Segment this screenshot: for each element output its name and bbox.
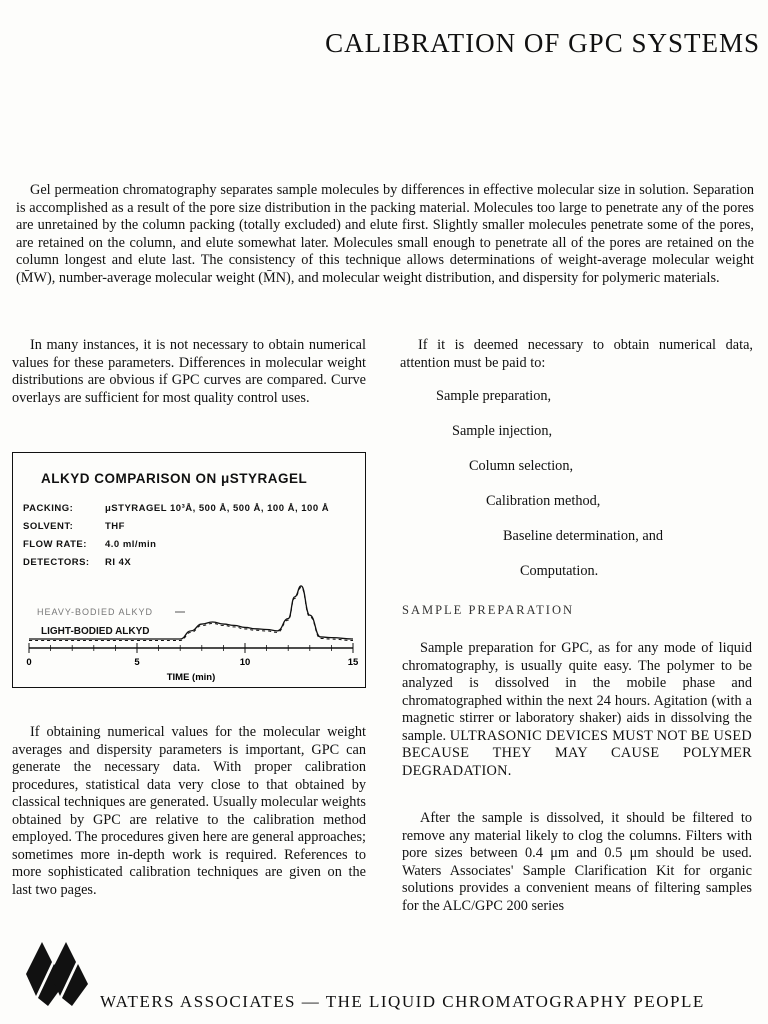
spec-value: μSTYRAGEL 10³Å, 500 Å, 500 Å, 100 Å, 100 Å xyxy=(105,503,330,514)
x-tick-label: 10 xyxy=(239,657,251,668)
page-title: CALIBRATION OF GPC SYSTEMS xyxy=(325,28,760,58)
spec-key: SOLVENT: xyxy=(23,521,74,532)
left-column-intro xyxy=(12,337,366,407)
legend-heavy: HEAVY-BODIED ALKYD xyxy=(37,607,154,617)
x-tick-label: 15 xyxy=(347,657,359,668)
alkyd-chart xyxy=(12,452,366,688)
footer-tagline: WATERS ASSOCIATES — THE LIQUID CHROMATOGRAPHY PEOPLE xyxy=(100,992,705,1011)
right-paragraph-1: If it is deemed necessary to obtain numerical data, attention must be paid to: xyxy=(400,337,753,371)
ultrasonic-warning: ULTRASONIC DEVICES MUST NOT BE USED BECAUSE THEY MAY CAUSE POLYMER DEGRADATION. xyxy=(402,727,752,779)
left-paragraph-2: If obtaining numerical values for the molecular weight averages and dispersity parameters is important, GPC can generate the necessary data. With proper calibration procedures, statistical data very close to that obtained by classical techniques are generated. Usually molecular weights obtained by GPC are relative to the calibration method employed. The procedures given here are general approaches; sometimes more in-depth work is required. References to more sophisticated calibration techniques are given on the last two pages. xyxy=(12,724,366,898)
left-paragraph-1: In many instances, it is not necessary to obtain numerical values for these parameters. Differences in molecular weight distributions are obvious if GPC curves are compared. Curve overlays are sufficient for most quality control uses. xyxy=(12,337,366,406)
chart-plot xyxy=(13,453,367,689)
intro-paragraph: Gel permeation chromatography separates sample molecules by differences in effective molecular size in solution. Separation is accomplished as a result of the pore size distribution in the packing material. Molecules too large to penetrate any of the pores are unretained by the column packing (totally excluded) and elute first. Slightly smaller molecules penetrate some of the pores, are retained on the column, and elute somewhat later. Molecules small enough to penetrate all of the pores are retained on the column longest and elute last. The consistency of this technique allows determinations of weight-average molecular weight (M̄W), number-average molecular weight (M̄N), and molecular weight distribution, and dispersity for polymeric materials. xyxy=(16,182,754,286)
spec-value: 4.0 ml/min xyxy=(105,539,157,550)
legend-light: LIGHT-BODIED ALKYD xyxy=(41,626,150,637)
footer xyxy=(24,932,764,1012)
spec-value: THF xyxy=(105,521,125,532)
spec-key: FLOW RATE: xyxy=(23,539,87,550)
list-item: Sample preparation, xyxy=(436,388,552,404)
right-column-intro xyxy=(400,337,753,372)
left-column-body xyxy=(12,724,366,899)
spec-key: DETECTORS: xyxy=(23,557,90,568)
list-item: Sample injection, xyxy=(452,423,553,439)
right-paragraph-3: After the sample is dissolved, it should be filtered to remove any material likely to clog the columns. Filters with pore sizes between 0.4 μm and 0.5 μm should be used. Waters Associates' Sample Clarification Kit for organic solutions provides a convenient means of filtering samples for the ALC/GPC 200 series xyxy=(402,810,752,914)
list-item: Computation. xyxy=(520,563,599,579)
spec-value: RI 4X xyxy=(105,557,132,568)
waters-logo xyxy=(24,934,94,1010)
right-column-sample-prep xyxy=(402,640,752,780)
x-tick-label: 5 xyxy=(134,657,140,668)
spec-key: PACKING: xyxy=(23,503,74,514)
sample-prep-text: Sample preparation for GPC, as for any mode of liquid chromatography, is usually quite easy. The polymer to be analyzed is dissolved in the mobile phase and chromatographed within the next 24 hours. Agitation (with a magnetic stirrer or laboratory shaker) aids in dissolving the sample. xyxy=(402,640,752,744)
section-heading: SAMPLE PREPARATION xyxy=(402,603,575,617)
list-item: Calibration method, xyxy=(486,493,601,509)
chart-title: ALKYD COMPARISON ON μSTYRAGEL xyxy=(41,471,308,486)
right-column-filtering xyxy=(402,810,752,915)
right-paragraph-2 xyxy=(402,640,752,780)
x-axis-label: TIME (min) xyxy=(166,672,216,683)
list-item: Column selection, xyxy=(469,458,574,474)
list-item: Baseline determination, and xyxy=(503,528,663,544)
x-tick-label: 0 xyxy=(26,657,32,668)
